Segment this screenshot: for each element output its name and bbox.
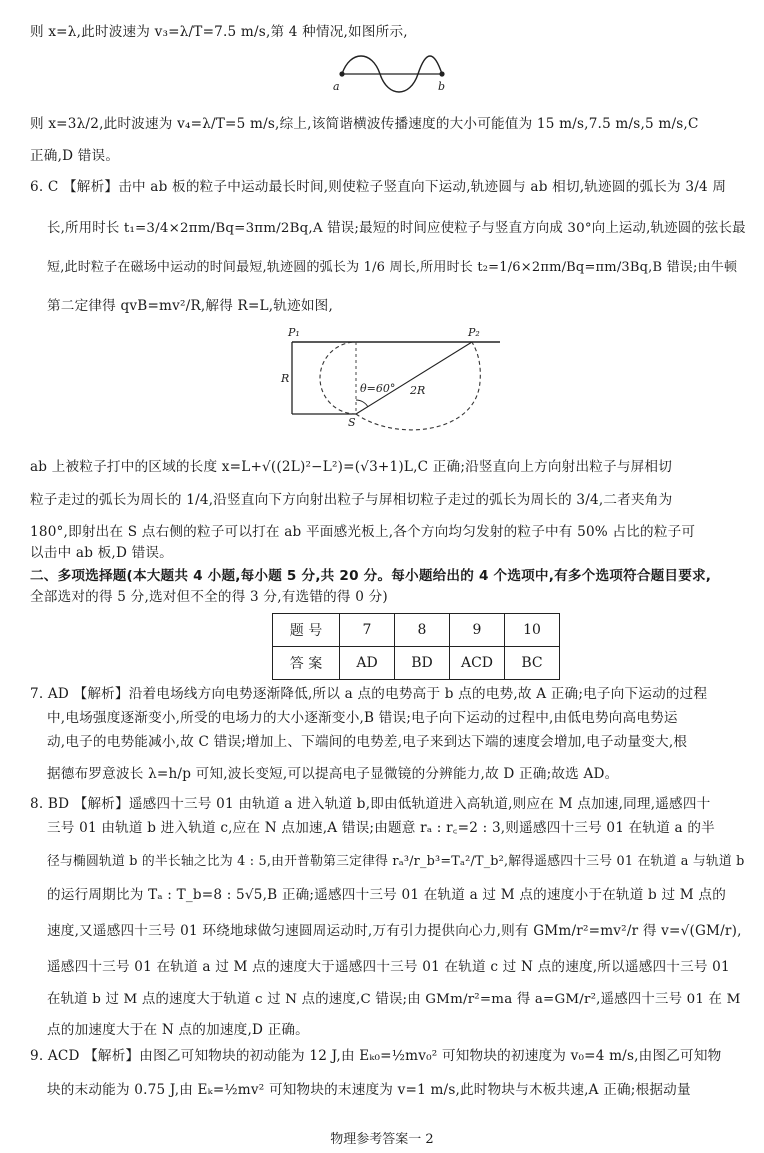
table-cell: 10: [505, 614, 560, 647]
text-line: 块的末动能为 0.75 J,由 Eₖ=½mv² 可知物块的末速度为 v=1 m/s,此时物块与木板共速,A 正确;根据动量: [47, 1082, 691, 1098]
page-footer: 物理参考答案一 2: [330, 1132, 434, 1147]
label-b: b: [438, 80, 446, 93]
wave-figure: [330, 52, 460, 102]
trajectory-figure: [276, 322, 506, 456]
text-line: 6. C 【解析】击中 ab 板的粒子中运动最长时间,则使粒子竖直向下运动,轨迹圆与 ab 相切,轨迹圆的弧长为 3/4 周: [30, 179, 727, 195]
table-cell: 8: [395, 614, 450, 647]
text-line: 的运行周期比为 Tₐ : T_b=8 : 5√5,B 正确;遥感四十三号 01 在轨道 a 过 M 点的速度小于在轨道 b 过 M 点的: [47, 887, 727, 903]
text-line: 据德布罗意波长 λ=h/p 可知,波长变短,可以提高电子显微镜的分辨能力,故 D 正确;故选 AD。: [47, 766, 619, 782]
angle-mark: [356, 400, 368, 407]
text-line: 径与椭圆轨道 b 的半长轴之比为 4 : 5,由开普勒第三定律得 rₐ³/r_b³=Tₐ²/T_b²,解得遥感四十三号 01 在轨道 a 与轨道 b: [47, 854, 745, 869]
text-line: 点的加速度大于在 N 点的加速度,D 正确。: [47, 1022, 309, 1038]
text-line: 正确,D 错误。: [30, 148, 120, 164]
table-header-cell: 题 号: [273, 614, 340, 647]
label-a: a: [333, 80, 340, 93]
table-cell: ACD: [450, 647, 505, 680]
text-line: 以击中 ab 板,D 错误。: [30, 545, 173, 561]
text-line: 则 x=3λ/2,此时波速为 v₄=λ/T=5 m/s,综上,该简谐横波传播速度的大小可能值为 15 m/s,7.5 m/s,5 m/s,C: [30, 116, 699, 132]
text-line: 180°,即射出在 S 点右侧的粒子可以打在 ab 平面感光板上,各个方向均匀发射的粒子中有 50% 占比的粒子可: [30, 524, 696, 540]
text-line: 动,电子的电势能减小,故 C 错误;增加上、下端间的电势差,电子来到达下端的速度会增加,电子动量变大,根: [47, 734, 688, 750]
table-cell: BD: [395, 647, 450, 680]
text-line: 9. ACD 【解析】由图乙可知物块的初动能为 12 J,由 Eₖ₀=½mv₀² 可知物块的初速度为 v₀=4 m/s,由图乙可知物: [30, 1048, 722, 1064]
text-line: ab 上被粒子打中的区域的长度 x=L+√((2L)²−L²)=(√3+1)L,C 正确;沿竖直向上方向射出粒子与屏相切: [30, 459, 673, 475]
text-line: 7. AD 【解析】沿着电场线方向电势逐渐降低,所以 a 点的电势高于 b 点的电势,故 A 正确;电子向下运动的过程: [30, 686, 708, 702]
text-line: 短,此时粒子在磁场中运动的时间最短,轨迹圆的弧长为 1/6 周长,所用时长 t₂=1/6×2πm/Bq=πm/3Bq,B 错误;由牛顿: [47, 260, 738, 275]
text-line: 长,所用时长 t₁=3/4×2πm/Bq=3πm/2Bq,A 错误;最短的时间应使粒子与竖直方向成 30°向上运动,轨迹圆的弦长最: [47, 221, 746, 236]
label-2r: 2R: [410, 384, 426, 397]
point-b: [439, 71, 444, 76]
table-cell: AD: [340, 647, 395, 680]
table-cell: 7: [340, 614, 395, 647]
label-p1: P₁: [288, 326, 300, 339]
table-header-cell: 答 案: [273, 647, 340, 680]
text-line: 遥感四十三号 01 在轨道 a 过 M 点的速度大于遥感四十三号 01 在轨道 c 过 N 点的速度,所以遥感四十三号 01: [47, 959, 730, 975]
text-line: 在轨道 b 过 M 点的速度大于轨道 c 过 N 点的速度,C 错误;由 GMm/r²=ma 得 a=GM/r²,遥感四十三号 01 在 M: [47, 992, 741, 1007]
arc-left: [320, 342, 356, 414]
label-s: S: [348, 416, 356, 429]
text-line: 则 x=λ,此时波速为 v₃=λ/T=7.5 m/s,第 4 种情况,如图所示,: [30, 24, 408, 40]
table-row: [273, 647, 560, 680]
text-line: 速度,又遥感四十三号 01 环绕地球做匀速圆周运动时,万有引力提供向心力,则有 GMm/r²=mv²/r 得 v=√(GM/r),: [47, 923, 742, 939]
text-line: 粒子走过的弧长为周长的 1/4,沿竖直向下方向射出粒子与屏相切粒子走过的弧长为周长的 3/4,二者夹角为: [30, 492, 673, 508]
table-cell: 9: [450, 614, 505, 647]
table-cell: BC: [505, 647, 560, 680]
label-theta: θ=60°: [360, 382, 396, 395]
text-line: 8. BD 【解析】遥感四十三号 01 由轨道 a 进入轨道 b,即由低轨道进入高轨道,则应在 M 点加速,同理,遥感四十: [30, 796, 711, 812]
text-line: 第二定律得 qvB=mv²/R,解得 R=L,轨迹如图,: [47, 298, 333, 314]
text-line: 中,电场强度逐渐变小,所受的电场力的大小逐渐变小,B 错误;电子向下运动的过程中,由低电势向高电势运: [47, 710, 678, 726]
radius-2r: [356, 342, 472, 414]
text-line: 全部选对的得 5 分,选对但不全的得 3 分,有选错的得 0 分): [30, 589, 388, 605]
table-row: [273, 614, 560, 647]
text-line: 三号 01 由轨道 b 进入轨道 c,应在 N 点加速,A 错误;由题意 rₐ : r꜀=2 : 3,则遥感四十三号 01 在轨道 a 的半: [47, 820, 715, 836]
point-a: [339, 71, 344, 76]
label-r: R: [281, 372, 290, 385]
answer-table: [272, 613, 560, 680]
label-p2: P₂: [468, 326, 480, 339]
section-heading: 二、多项选择题(本大题共 4 小题,每小题 5 分,共 20 分。每小题给出的 4 个选项中,有多个选项符合题目要求,: [30, 568, 712, 584]
